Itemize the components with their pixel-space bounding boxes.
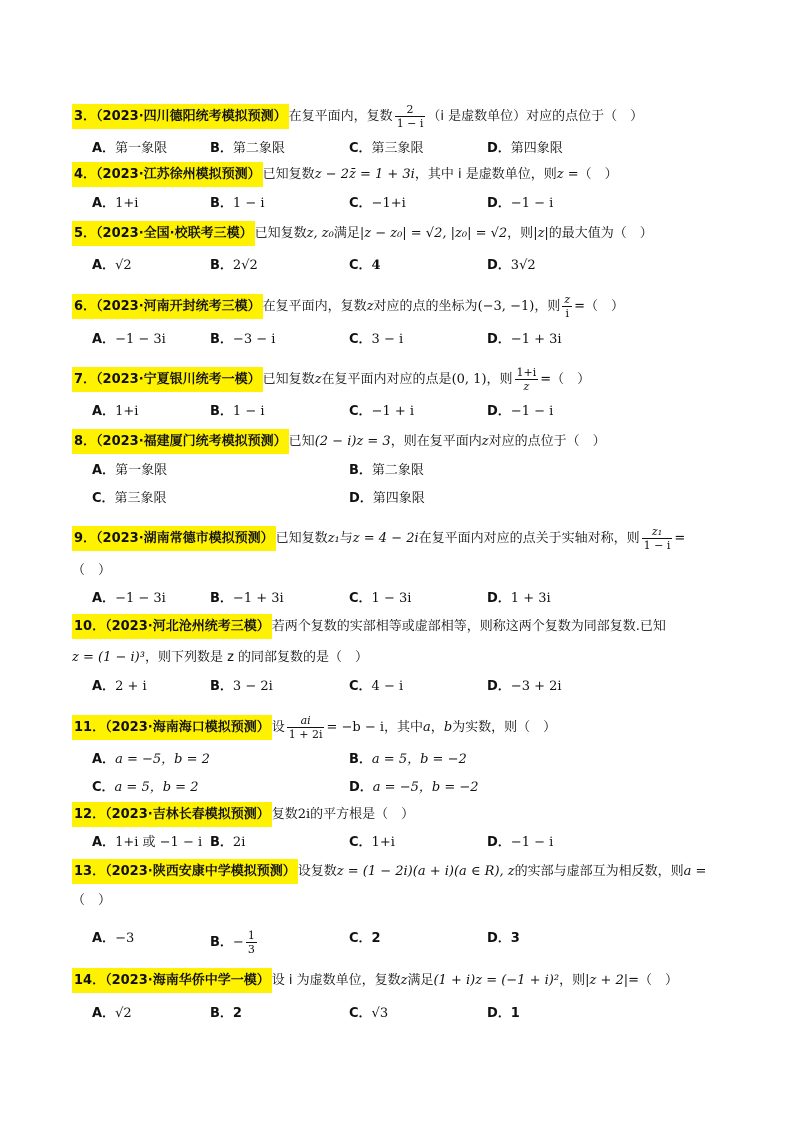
option-d: D．−1 − i: [487, 196, 554, 211]
question-10-cont: z = (1 − i)³，则下列数是 z 的同部复数的是（ ）: [72, 650, 369, 665]
option-c: C．−1 + i: [349, 404, 415, 419]
option-d: D．1 + 3i: [487, 591, 551, 606]
question-4-source: 4．（2023·江苏徐州模拟预测）: [72, 162, 263, 187]
question-9-source: 9．（2023·湖南常德市模拟预测）: [72, 526, 276, 551]
question-13-source: 13．（2023·陕西安康中学模拟预测）: [72, 859, 298, 884]
option-d: D．−1 − i: [487, 404, 554, 419]
question-12-stem: 12．（2023·吉林长春模拟预测） 复数2i的平方根是（ ）: [72, 805, 414, 825]
option-a: A．1+i: [92, 196, 139, 211]
question-3-stem: 3．（2023·四川德阳统考模拟预测） 在复平面内，复数 $\frac{2}{1 - i}$ （i 是虚数单位）对应的点位于（ ）: [74, 103, 644, 130]
option-a: A．√2: [92, 1006, 132, 1021]
fraction: $\frac{z}{i}$: [564, 293, 571, 320]
option-c: C．√3: [349, 1006, 389, 1021]
option-b: B．2i: [210, 835, 246, 850]
option-a: A．2 + i: [92, 679, 147, 694]
fraction: $\frac{\text{z₁}}{1 - i}$: [643, 525, 671, 552]
option-d: D．−3 + 2i: [487, 679, 562, 694]
question-11-source: 11．（2023·海南海口模拟预测）: [72, 715, 272, 740]
question-8-stem: 8．（2023·福建厦门统考模拟预测） 已知(2 − i)z = 3，则在复平面内z对应的点位于（ ）: [72, 432, 606, 452]
option-a: A．1+i 或 −1 − i: [92, 835, 203, 850]
question-5-source: 5．（2023·全国·校联考三模）: [72, 221, 255, 246]
question-9-stem: 9．（2023·湖南常德市模拟预测） 已知复数z₁与z = 4 − 2i在复平面内对应的点关于实轴对称，则 $\frac{\text{z₁}}{1 - i}$ =: [74, 525, 686, 552]
option-a: A．第一象限: [92, 141, 168, 156]
option-c: C．第三象限: [92, 491, 167, 506]
question-14-stem: 14．（2023·海南华侨中学一模） 设 i 为虚数单位，复数z满足(1 + i)z = (−1 + i)²，则|z + 2|=（ ）: [72, 971, 678, 991]
option-a: A．1+i: [92, 404, 139, 419]
question-5-stem: 5．（2023·全国·校联考三模） 已知复数z, z₀满足|z − z₀| = √2, |z₀| = √2，则|z|的最大值为（ ）: [72, 224, 653, 244]
option-c: C．−1+i: [349, 196, 406, 211]
option-b: B．2√2: [210, 258, 258, 273]
question-13-stem: 13．（2023·陕西安康中学模拟预测） 设复数z = (1 − 2i)(a + i)(a ∈ R), z的实部与虚部互为相反数，则a =: [72, 862, 706, 882]
option-c: C．4 − i: [349, 679, 404, 694]
option-a: A．−3: [92, 931, 135, 946]
option-b: B．a = 5，b = −2: [349, 752, 467, 767]
option-a: A．−1 − 3i: [92, 591, 166, 606]
fraction: $\frac{ai}{1 + 2i}$: [288, 714, 323, 741]
option-d: D．3: [487, 931, 520, 946]
fraction: $\frac{1}{3}$: [247, 929, 255, 956]
option-d: D．第四象限: [349, 491, 425, 506]
question-13-cont: （ ）: [72, 893, 112, 908]
question-10-source: 10．（2023·河北沧州统考三模）: [72, 614, 272, 639]
option-b: B．− $\frac{1}{3}$: [210, 929, 255, 956]
option-b: B．−1 + 3i: [210, 591, 284, 606]
option-b: B．第二象限: [210, 141, 285, 156]
option-a: A．第一象限: [92, 463, 168, 478]
option-b: B．第二象限: [349, 463, 424, 478]
option-c: C．1 − 3i: [349, 591, 412, 606]
question-12-source: 12．（2023·吉林长春模拟预测）: [72, 802, 272, 827]
option-c: C．1+i: [349, 835, 395, 850]
option-d: D．a = −5，b = −2: [349, 780, 479, 795]
option-b: B．1 − i: [210, 404, 265, 419]
question-8-source: 8．（2023·福建厦门统考模拟预测）: [72, 429, 289, 454]
option-b: B．2: [210, 1006, 242, 1021]
question-6-stem: 6．（2023·河南开封统考三模） 在复平面内，复数z对应的点的坐标为(−3, −1)，则 $\frac{z}{i}$ =（ ）: [74, 293, 625, 320]
question-7-stem: 7．（2023·宁夏银川统考一模） 已知复数z在复平面内对应的点是(0, 1)，则 $\frac{1+i}{z}$ =（ ）: [74, 366, 591, 393]
question-10-stem: 10．（2023·河北沧州统考三模） 若两个复数的实部相等或虚部相等，则称这两个复数为同部复数.已知: [72, 617, 666, 637]
option-d: D．3√2: [487, 258, 536, 273]
option-c: C．4: [349, 258, 381, 273]
question-9-cont: （ ）: [72, 563, 112, 578]
option-c: C．3 − i: [349, 332, 404, 347]
question-11-stem: 11．（2023·海南海口模拟预测） 设 $\frac{ai}{1 + 2i}$ = −b − i，其中a，b为实数，则（ ）: [74, 714, 557, 741]
option-c: C．a = 5，b = 2: [92, 780, 199, 795]
option-a: A．√2: [92, 258, 132, 273]
option-b: B．1 − i: [210, 196, 265, 211]
question-4-stem: 4．（2023·江苏徐州模拟预测） 已知复数z − 2z̄ = 1 + 3i，其中 i 是虚数单位，则z =（ ）: [72, 165, 618, 185]
option-a: A．−1 − 3i: [92, 332, 166, 347]
option-d: D．第四象限: [487, 141, 563, 156]
option-a: A．a = −5，b = 2: [92, 752, 210, 767]
option-b: B．3 − 2i: [210, 679, 273, 694]
fraction: $\frac{1+i}{z}$: [516, 366, 537, 393]
question-6-source: 6．（2023·河南开封统考三模）: [72, 294, 263, 319]
question-3-source: 3．（2023·四川德阳统考模拟预测）: [72, 104, 289, 129]
question-14-source: 14．（2023·海南华侨中学一模）: [72, 968, 272, 993]
option-d: D．1: [487, 1006, 520, 1021]
option-b: B．−3 − i: [210, 332, 276, 347]
option-d: D．−1 + 3i: [487, 332, 562, 347]
question-7-source: 7．（2023·宁夏银川统考一模）: [72, 367, 263, 392]
option-c: C．第三象限: [349, 141, 424, 156]
option-c: C．2: [349, 931, 381, 946]
option-d: D．−1 − i: [487, 835, 554, 850]
fraction: $\frac{2}{1 - i}$: [396, 103, 424, 130]
